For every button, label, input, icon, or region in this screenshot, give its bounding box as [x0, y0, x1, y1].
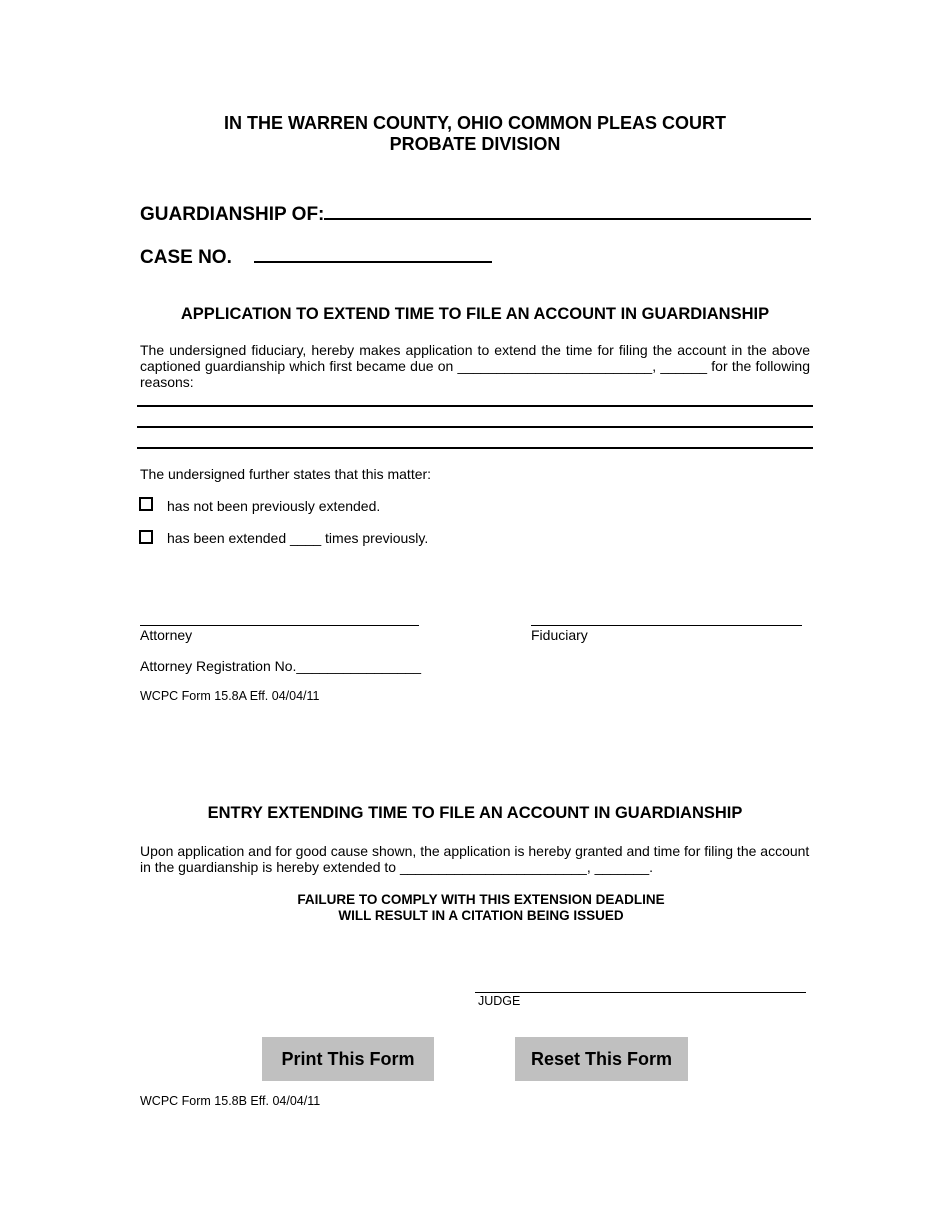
extended-times-field[interactable]: ____ — [290, 530, 322, 546]
not-extended-label: has not been previously extended. — [167, 498, 381, 514]
guardianship-caption — [140, 198, 811, 226]
form-id-a: WCPC Form 15.8A Eff. 04/04/11 — [140, 689, 320, 703]
fiduciary-label: Fiduciary — [531, 627, 588, 643]
entry-title: ENTRY EXTENDING TIME TO FILE AN ACCOUNT IN GUARDIANSHIP — [207, 804, 743, 822]
reason-line-1[interactable] — [137, 405, 813, 407]
extended-label-suffix: times previously. — [325, 530, 429, 546]
warning-line-1: FAILURE TO COMPLY WITH THIS EXTENSION DEADLINE — [297, 892, 665, 907]
judge-label: JUDGE — [478, 994, 521, 1008]
application-intro: The undersigned fiduciary, hereby makes application to extend the time for filing the account in the above captioned guardianship which first became due on _________________________, ______ for the following reasons: — [140, 342, 810, 390]
case-number-label: CASE NO. — [140, 247, 232, 268]
reason-line-2[interactable] — [137, 426, 813, 428]
attorney-signature-line[interactable] — [140, 625, 419, 626]
attorney-registration: Attorney Registration No.________________ — [140, 658, 421, 674]
extended-label-prefix: has been extended — [167, 530, 287, 546]
fiduciary-signature-line[interactable] — [531, 625, 802, 626]
guardianship-label: GUARDIANSHIP OF: — [140, 204, 325, 225]
extended-checkbox[interactable] — [139, 530, 153, 544]
case-number-field[interactable] — [254, 241, 492, 263]
case-number-caption — [140, 241, 492, 269]
warning-line-2: WILL RESULT IN A CITATION BEING ISSUED — [338, 908, 624, 923]
not-extended-checkbox[interactable] — [139, 497, 153, 511]
court-title: IN THE WARREN COUNTY, OHIO COMMON PLEAS COURT — [223, 113, 726, 133]
form-id-b: WCPC Form 15.8B Eff. 04/04/11 — [140, 1094, 321, 1108]
print-form-button[interactable]: Print This Form — [262, 1037, 434, 1081]
court-division: PROBATE DIVISION — [389, 134, 561, 154]
further-states-text: The undersigned further states that this matter: — [140, 466, 432, 482]
guardianship-name-field[interactable] — [324, 198, 811, 220]
reason-line-3[interactable] — [137, 447, 813, 449]
judge-signature-line[interactable] — [475, 992, 806, 993]
extended-label — [167, 530, 428, 546]
attorney-label: Attorney — [140, 627, 193, 643]
application-title: APPLICATION TO EXTEND TIME TO FILE AN ACCOUNT IN GUARDIANSHIP — [180, 305, 770, 323]
entry-text: Upon application and for good cause shown, the application is hereby granted and time for filing the account in the guardianship is hereby extended to ________________________, _______. — [140, 843, 810, 875]
reset-form-button[interactable]: Reset This Form — [515, 1037, 688, 1081]
